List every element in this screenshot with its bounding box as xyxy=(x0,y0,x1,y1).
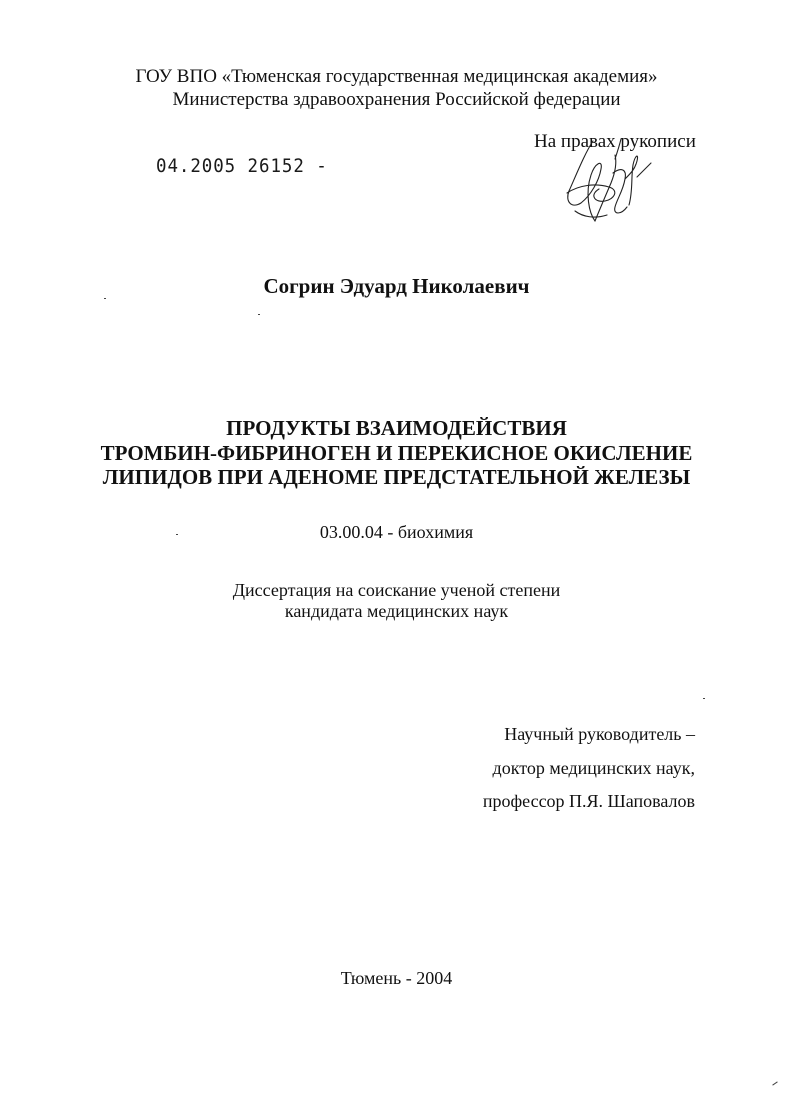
scan-speck xyxy=(104,298,106,299)
registration-stamp-number: 04.2005 26152 - xyxy=(156,155,328,177)
scan-speck xyxy=(703,698,705,699)
dissertation-title-line-3: ЛИПИДОВ ПРИ АДЕНОМЕ ПРЕДСТАТЕЛЬНОЙ ЖЕЛЕЗЫ xyxy=(102,465,691,489)
supervisor-name: профессор П.Я. Шаповалов xyxy=(482,791,695,811)
scan-speck xyxy=(772,1081,777,1085)
specialty-code: 03.00.04 - биохимия xyxy=(319,522,474,542)
dissertation-title-line-2: ТРОМБИН-ФИБРИНОГЕН И ПЕРЕКИСНОЕ ОКИСЛЕНИЕ xyxy=(100,441,693,465)
supervisor-label: Научный руководитель – xyxy=(504,724,695,744)
dissertation-title-line-1: ПРОДУКТЫ ВЗАИМОДЕЙСТВИЯ xyxy=(226,416,567,440)
institution-name-line-2: Министерства здравоохранения Российской федерации xyxy=(172,89,621,110)
institution-name-line-1: ГОУ ВПО «Тюменская государственная медицинская академия» xyxy=(135,66,658,87)
degree-statement-line-2: кандидата медицинских наук xyxy=(284,601,509,621)
scan-speck xyxy=(176,534,178,535)
manuscript-rights-note: На правах рукописи xyxy=(534,131,696,152)
scan-speck xyxy=(258,314,260,315)
degree-statement-line-1: Диссертация на соискание ученой степени xyxy=(232,580,561,600)
supervisor-degree: доктор медицинских наук, xyxy=(492,758,695,778)
handwritten-signature-icon xyxy=(555,133,665,228)
place-and-year: Тюмень - 2004 xyxy=(340,968,453,988)
author-name: Согрин Эдуард Николаевич xyxy=(263,274,530,298)
